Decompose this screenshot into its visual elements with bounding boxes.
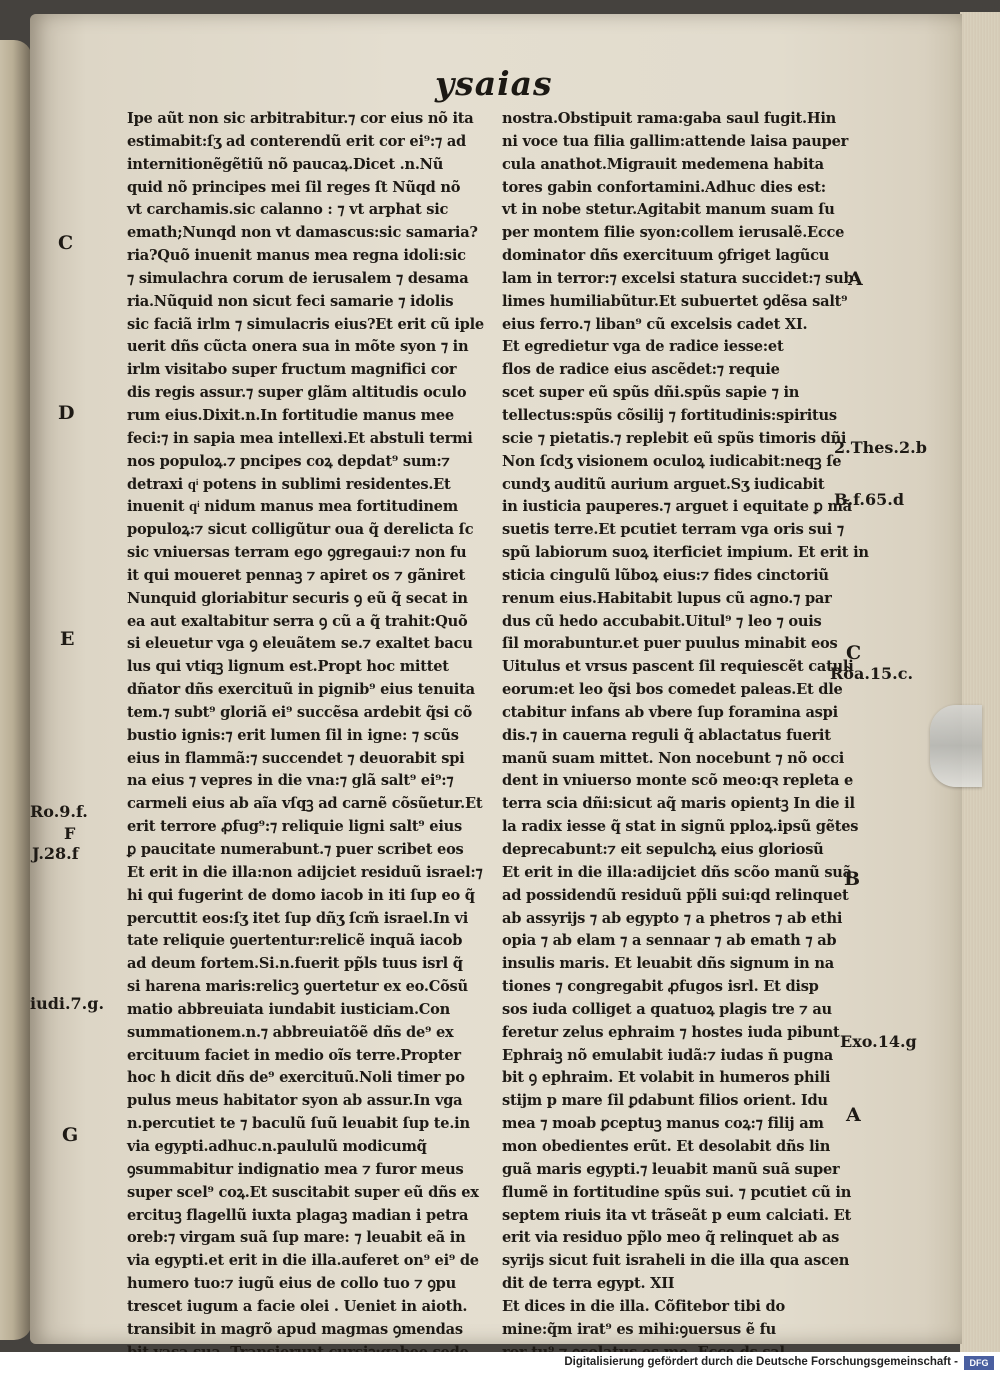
margin-letter-f: F xyxy=(64,824,76,843)
margin-ref-b65: B.f.65.d xyxy=(834,490,904,509)
text-line: deprecabunt:⁊ eit sepulchꝝ eius gloriosũ xyxy=(502,841,824,858)
text-line: emath;Nunqd non vt damascus:sic samaria? xyxy=(127,224,478,242)
text-line: dent in vniuerso monte scõ meo:qꝛ repleta e xyxy=(502,772,854,790)
text-line: hoc h dicit dñs de⁹ exercituũ.Noli timer po xyxy=(127,1069,465,1087)
text-line: trescet iugum a facie olei . Ueniet in aioth. xyxy=(127,1297,468,1315)
text-line: via egypti.adhuc.n.paululũ modicumq̃ xyxy=(127,1137,427,1155)
text-line: renum eius.Habitabit lupus cũ agno.⁊ par xyxy=(502,589,832,607)
text-line: ad deum fortem.Si.n.fuerit pp̃ls tuus isrl q̃ xyxy=(127,955,463,973)
text-line: lam in terror:⁊ excelsi statura succidet:⁊ sub xyxy=(502,269,854,287)
margin-letter-b: B xyxy=(844,868,861,890)
text-line: humero tuo:⁊ iugũ eius de collo tuo ⁊ ꝯpu xyxy=(127,1275,456,1293)
text-line: Et dices in die illa. Cõfitebor tibi do xyxy=(502,1297,785,1315)
margin-ref-roa: Rõa.15.c. xyxy=(830,664,914,683)
text-line: percuttit eos:ſʒ itet ſup dñʒ ſcm̃ israel.In vi xyxy=(127,909,469,927)
margin-letter-a-lower: A xyxy=(846,1104,861,1126)
text-line: feci:⁊ in sapia mea intellexi.Et abstuli termi xyxy=(127,429,473,447)
text-column-left xyxy=(127,108,487,1364)
text-line: transibit in magrõ apud magmas ꝯmendas xyxy=(127,1320,463,1338)
text-line: via egypti.et erit in die illa.auferet on⁹ ei⁹ de xyxy=(127,1252,479,1270)
text-line: terra scia dñi:sicut aq̃ maris opientꝫ In die il xyxy=(502,795,855,813)
footer-bar xyxy=(0,1352,1000,1374)
text-line: oreb:⁊ virgam suã ſup mare: ⁊ leuabit eã in xyxy=(127,1229,466,1247)
text-line: populoꝝ:⁊ sicut colligũtur oua q̃ derelicta ſc xyxy=(127,521,474,539)
text-line: it qui moueret pennaꝫ ⁊ apiret os ⁊ gãniret xyxy=(127,566,466,584)
text-line: estimabit:ſʒ ad conterendũ erit cor ei⁹:⁊ ad xyxy=(127,132,467,150)
text-line: uerit dñs cũcta onera sua in mõte syon ⁊ in xyxy=(127,338,469,356)
text-line: internitionẽgẽtiũ nõ paucaꝝ.Dicet .n.Nũ xyxy=(127,155,444,173)
dfg-logo: DFG xyxy=(964,1356,994,1370)
margin-ref-ro: Ro.9.f. xyxy=(30,802,88,821)
text-line: ad possidendũ residuũ pp̃li sui:qd relinquet xyxy=(502,886,849,904)
funding-credit: Digitalisierung gefördert durch die Deutsche Forschungsgemeinschaft - xyxy=(564,1356,958,1368)
text-line: spũ labiorum suoꝝ iterficiet impium. Et erit in xyxy=(502,544,869,562)
text-line: limes humiliabũtur.Et subuertet ꝯdẽsa salt⁹ xyxy=(502,292,848,310)
text-line: flos de radice eius ascẽdet:⁊ requie xyxy=(502,361,780,379)
left-page-text-fragment xyxy=(2,100,24,1300)
text-line: hi qui fugerint de domo iacob in iti ſup eo q̃ xyxy=(127,886,475,904)
text-line: dis.⁊ in cauerna reguli q̃ ablactatus fuerit xyxy=(502,726,831,744)
text-line: tellectus:spũs cõsilij ⁊ fortitudinis:spiritus xyxy=(502,406,837,424)
text-line: dñator dñs exercituũ in pignib⁹ eius tenuita xyxy=(127,681,475,699)
page-clip xyxy=(930,705,982,787)
text-line: ab assyrijs ⁊ ab egypto ⁊ a phetros ⁊ ab ethi xyxy=(502,909,843,927)
text-line: septem riuis ita vt trãseãt p eum calciati. Et xyxy=(502,1206,852,1224)
margin-letter-c: C xyxy=(58,232,74,254)
text-line: bustio ignis:⁊ erit lumen ſil in igne: ⁊ scũs xyxy=(127,726,459,744)
text-line: si harena maris:relicꝫ ꝯuertetur ex eo.Cõsũ xyxy=(127,978,468,996)
text-line: dominator dñs exercituum ꝯfriget lagũcu xyxy=(502,247,830,265)
text-line: lus qui vtiqꝫ lignum est.Propt hoc mittet xyxy=(127,658,449,676)
text-line: matio abbreuiata iundabit iusticiam.Con xyxy=(127,1000,450,1018)
text-line: na eius ⁊ vepres in die vna:⁊ glã salt⁹ ei⁹:⁊ xyxy=(127,772,454,790)
margin-ref-exo: Exo.14.g xyxy=(840,1032,917,1051)
text-line: sos iuda colliget a quatuoꝝ plagis tre ⁊ au xyxy=(502,1000,832,1018)
text-line: mine:q̃m irat⁹ es mihi:ꝯuersus ẽ fu xyxy=(502,1320,777,1338)
text-line: Ipe aũt non sic arbitrabitur.⁊ cor eius nõ ita xyxy=(127,110,474,127)
text-line: rum eius.Dixit.n.In fortitudie manus mee xyxy=(127,406,454,424)
text-line: scie ⁊ pietatis.⁊ replebit eũ spũs timoris dñi xyxy=(502,429,847,447)
text-line: bit ꝯ ephraim. Et volabit in humeros phili xyxy=(502,1069,831,1087)
text-line: eorum:et leo q̃si bos comedet paleas.Et dle xyxy=(502,681,843,699)
text-line: erit terrore ꝓfug⁹:⁊ reliquie ligni salt⁹ eius xyxy=(127,818,462,836)
text-line: manũ suam mittet. Non nocebunt ⁊ nõ occi xyxy=(502,749,844,767)
left-page-edge xyxy=(0,40,32,1340)
text-line: inuenit qͥ nidum manus mea fortitudinem xyxy=(127,498,458,516)
text-line: quid nõ principes mei ſil reges ſt Nũqd nõ xyxy=(127,178,461,196)
margin-letter-e: E xyxy=(60,628,75,650)
text-line: eius in flammã:⁊ succendet ⁊ deuorabit spi xyxy=(127,749,465,767)
text-line: sticia cingulũ lũboꝝ eius:⁊ fides cinctoriũ xyxy=(502,566,829,584)
text-line: ea aut exaltabitur serra ꝯ cũ a q̃ trahit:Quõ xyxy=(127,612,468,630)
margin-ref-thes: 2.Thes.2.b xyxy=(834,438,927,457)
text-line: sic vniuersas terram ego ꝯgregaui:⁊ non fu xyxy=(127,544,467,562)
running-head: ysaias xyxy=(435,64,553,103)
text-line: ni voce tua filia gallim:attende laisa pauper xyxy=(502,132,849,150)
text-line: tores gabin confortamini.Adhuc dies est: xyxy=(502,178,826,196)
text-line: cundʒ auditũ aurium arguet.Sʒ iudicabit xyxy=(502,475,825,493)
text-line: sic faciã irlm ⁊ simulacris eius?Et erit cũ iple xyxy=(127,315,484,333)
text-line: tate reliquie ꝯuertentur:relicẽ inquã iacob xyxy=(127,932,463,950)
text-line: n.percutiet te ⁊ baculũ ſuũ leuabit ſup te.in xyxy=(127,1115,470,1133)
text-line: nostra.Obstipuit rama:gaba saul fugit.Hin xyxy=(502,110,837,127)
text-line: tiones ⁊ congregabit ꝓfugos isrl. Et disp xyxy=(502,978,819,996)
text-line: irlm visitabo super fructum magnifici cor xyxy=(127,361,457,379)
text-line: dit de terra egypt. XII xyxy=(502,1275,675,1293)
text-line: syrijs sicut fuit israheli in die illa qua ascen xyxy=(502,1252,850,1270)
text-line: carmeli eius ab aĩa vſqꝫ ad carnẽ cõsũetur.Et xyxy=(127,795,483,813)
text-line: ctabitur infans ab vbere ſup foramina aspi xyxy=(502,703,838,721)
text-line: opia ⁊ ab elam ⁊ a sennaar ⁊ ab emath ⁊ ab xyxy=(502,932,837,950)
text-line: Uitulus et vrsus pascent ſil requiescẽt catuli xyxy=(502,658,854,676)
page-block-edges xyxy=(960,12,1000,1352)
text-line: la radix iesse q̃ stat in signũ pploꝝ.ipsũ gẽtes xyxy=(502,818,859,836)
text-line: nos populoꝝ.⁊ pncipes coꝝ depdat⁹ sum:⁊ xyxy=(127,452,450,470)
margin-letter-g: G xyxy=(62,1124,79,1146)
text-line: ꝯsummabitur indignatio mea ⁊ furor meus xyxy=(127,1160,464,1178)
text-line: pulus meus habitator syon ab assur.In vga xyxy=(127,1092,463,1110)
scanned-page xyxy=(30,14,962,1344)
margin-letter-a: A xyxy=(848,268,863,290)
text-line: Ephraiꝫ nõ emulabit iudã:⁊ iudas ñ pugna xyxy=(502,1046,834,1064)
text-line: si eleuetur vga ꝯ eleuãtem se.⁊ exaltet bacu xyxy=(127,635,473,653)
margin-ref-iudi: iudi.7.g. xyxy=(30,994,105,1013)
text-line: vt in nobe stetur.Agitabit manum suam ſu xyxy=(502,201,835,219)
text-line: ria?Quõ inuenit manus mea regna idoli:sic xyxy=(127,247,466,265)
text-line: scet super eũ spũs dñi.spũs sapie ⁊ in xyxy=(502,384,800,402)
margin-ref-j28: J.28.f xyxy=(32,844,79,863)
text-line: feretur zelus ephraim ⁊ hostes iuda pibunt xyxy=(502,1023,840,1041)
text-line: ercituꝫ flagellũ iuxta plagaꝫ madian i petra xyxy=(127,1206,469,1224)
text-line: Et erit in die illa:adijciet dñs scõo manũ suã xyxy=(502,863,852,881)
text-line: dus cũ hedo accubabit.Uitul⁹ ⁊ leo ⁊ ouis xyxy=(502,612,822,630)
text-line: Et egredietur vga de radice iesse:et xyxy=(502,338,784,356)
text-line: detraxi qͥ potens in sublimi residentes.Et xyxy=(127,475,451,493)
text-line: stijm p mare ſil ꝑdabunt filios orient. Idu xyxy=(502,1092,828,1110)
text-line: summationem.n.⁊ abbreuiatõẽ dñs de⁹ ex xyxy=(127,1023,454,1041)
text-line: eius ferro.⁊ liban⁹ cũ excelsis cadet XI. xyxy=(502,315,808,333)
text-line: mea ⁊ moab ꝑceptuꝫ manus coꝝ:⁊ filij am xyxy=(502,1115,824,1133)
text-line: Non ſcdʒ visionem oculoꝝ iudicabit:neqꝫ ſe xyxy=(502,452,842,470)
text-line: insulis maris. Et leuabit dñs signum in na xyxy=(502,955,834,973)
text-line: ria.Nũquid non sicut feci samarie ⁊ idolis xyxy=(127,292,454,310)
text-line: ſil morabuntur.et puer puulus minabit eos xyxy=(502,635,838,653)
text-line: ercituum faciet in medio oĩs terre.Propter xyxy=(127,1046,461,1064)
margin-letter-c-right: C xyxy=(846,642,862,664)
text-line: dis regis assur.⁊ super glãm altitudis oculo xyxy=(127,384,467,402)
text-line: ⁊ simulachra corum de ierusalem ⁊ desama xyxy=(127,269,469,287)
text-line: suetis terre.Et pcutiet terram vga oris sui ⁊ xyxy=(502,521,844,539)
text-line: per montem filie syon:collem ierusalẽ.Ecce xyxy=(502,224,845,242)
text-line: Nunquid gloriabitur securis ꝯ eũ q̃ secat in xyxy=(127,589,468,607)
text-line: erit via residuo pp̃lo meo q̃ relinquet ab as xyxy=(502,1229,840,1247)
text-line: in iusticia pauperes.⁊ arguet i equitate ꝑ mã xyxy=(502,498,852,516)
margin-letter-d: D xyxy=(58,402,75,424)
text-line: Et erit in die illa:non adijciet residuũ israel:⁊ xyxy=(127,863,483,881)
text-line: ꝑ paucitate numerabunt.⁊ puer scribet eos xyxy=(127,841,464,858)
text-line: tem.⁊ subt⁹ gloriã ei⁹ succẽsa ardebit q̃si cõ xyxy=(127,703,472,721)
text-line: flumẽ in fortitudine spũs sui. ⁊ pcutiet cũ in xyxy=(502,1183,852,1201)
text-line: vt carchamis.sic calanno : ⁊ vt arphat sic xyxy=(127,201,449,219)
text-line: super scel⁹ coꝝ.Et suscitabit super eũ dñs ex xyxy=(127,1183,479,1201)
text-line: mon obedientes erũt. Et desolabit dñs lin xyxy=(502,1137,831,1155)
text-line: guã maris egypti.⁊ leuabit manũ suã super xyxy=(502,1160,840,1178)
text-line: cula anathot.Migrauit medemena habita xyxy=(502,155,824,173)
